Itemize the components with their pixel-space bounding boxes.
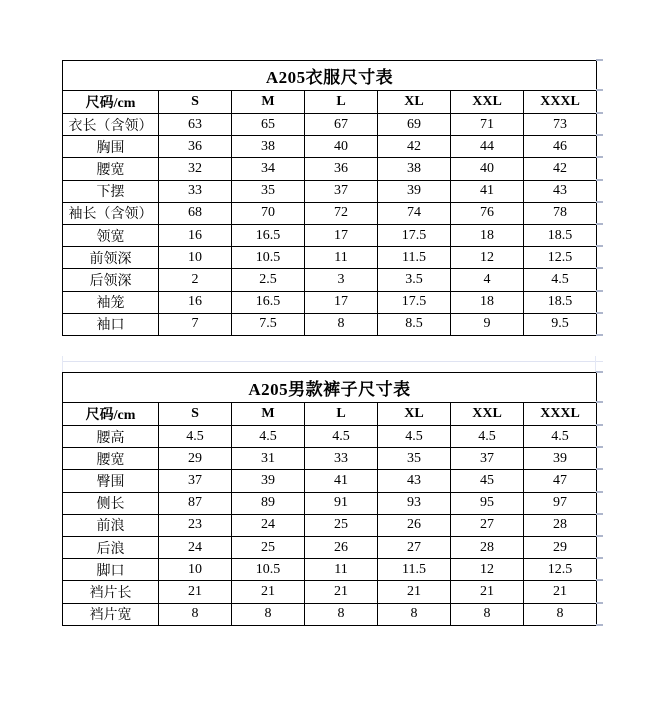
table-row [63, 470, 597, 492]
row-label-cell[interactable]: 侧长 [63, 492, 159, 514]
value-cell[interactable]: 46 [524, 136, 597, 158]
size-column-header-m[interactable]: M [232, 403, 305, 426]
table-row [63, 291, 597, 313]
value-cell[interactable]: 68 [159, 202, 232, 224]
value-cell[interactable]: 95 [451, 492, 524, 514]
size-column-header-xxl[interactable]: XXL [451, 403, 524, 426]
value-cell[interactable]: 16 [159, 291, 232, 313]
value-cell[interactable]: 21 [305, 581, 378, 603]
size-column-header-s[interactable]: S [159, 91, 232, 114]
row-label-cell[interactable]: 裆片长 [63, 581, 159, 603]
value-cell[interactable]: 29 [159, 448, 232, 470]
value-cell[interactable]: 27 [378, 536, 451, 558]
value-cell[interactable]: 4.5 [159, 426, 232, 448]
value-cell[interactable]: 63 [159, 114, 232, 136]
value-cell[interactable]: 18 [451, 291, 524, 313]
value-cell[interactable]: 8 [524, 603, 597, 625]
value-cell[interactable]: 8 [305, 313, 378, 335]
gridline-stub [596, 557, 603, 559]
value-cell[interactable]: 9.5 [524, 313, 597, 335]
value-cell[interactable]: 18.5 [524, 291, 597, 313]
value-cell[interactable]: 21 [378, 581, 451, 603]
value-cell[interactable]: 7 [159, 313, 232, 335]
value-cell[interactable]: 45 [451, 470, 524, 492]
gridline-stub [596, 112, 603, 114]
table-row [63, 492, 597, 514]
size-column-header-s[interactable]: S [159, 403, 232, 426]
table-row [63, 426, 597, 448]
value-cell[interactable]: 70 [232, 202, 305, 224]
value-cell[interactable]: 78 [524, 202, 597, 224]
table-row [63, 180, 597, 202]
value-cell[interactable]: 10.5 [232, 559, 305, 581]
value-cell[interactable]: 12 [451, 247, 524, 269]
gridline-stub [596, 468, 603, 470]
row-label-cell[interactable]: 下摆 [63, 180, 159, 202]
value-cell[interactable]: 8.5 [378, 313, 451, 335]
row-label-cell[interactable]: 裆片宽 [63, 603, 159, 625]
table-row [63, 114, 597, 136]
value-cell[interactable]: 32 [159, 158, 232, 180]
table-row [63, 536, 597, 558]
gridline-stub [596, 201, 603, 203]
row-label-cell[interactable]: 衣长（含领） [63, 114, 159, 136]
value-cell[interactable]: 28 [451, 536, 524, 558]
value-cell[interactable]: 71 [451, 114, 524, 136]
value-cell[interactable]: 93 [378, 492, 451, 514]
table-row [63, 269, 597, 291]
value-cell[interactable]: 21 [451, 581, 524, 603]
value-cell[interactable]: 34 [232, 158, 305, 180]
size-column-header-l[interactable]: L [305, 91, 378, 114]
gridline-stub [596, 156, 603, 158]
value-cell[interactable]: 17 [305, 224, 378, 246]
value-cell[interactable]: 35 [232, 180, 305, 202]
value-cell[interactable]: 97 [524, 492, 597, 514]
gridline-stub [596, 513, 603, 515]
value-cell[interactable]: 4.5 [378, 426, 451, 448]
value-cell[interactable]: 74 [378, 202, 451, 224]
value-cell[interactable]: 39 [232, 470, 305, 492]
value-cell[interactable]: 4.5 [524, 426, 597, 448]
value-cell[interactable]: 18 [451, 224, 524, 246]
gridline-stub [596, 446, 603, 448]
value-cell[interactable]: 12 [451, 559, 524, 581]
value-cell[interactable]: 9 [451, 313, 524, 335]
table-row [63, 581, 597, 603]
value-cell[interactable]: 39 [378, 180, 451, 202]
value-cell[interactable]: 8 [451, 603, 524, 625]
table-row [63, 224, 597, 246]
table-row [63, 514, 597, 536]
table-body [63, 114, 597, 336]
value-cell[interactable]: 47 [524, 470, 597, 492]
value-cell[interactable]: 11.5 [378, 559, 451, 581]
gridline-stub [596, 245, 603, 247]
row-label-cell[interactable]: 脚口 [63, 559, 159, 581]
value-cell[interactable]: 67 [305, 114, 378, 136]
pants-size-table [62, 372, 597, 626]
row-label-cell[interactable]: 袖笼 [63, 291, 159, 313]
row-label-cell[interactable]: 腰宽 [63, 448, 159, 470]
value-cell[interactable]: 10 [159, 559, 232, 581]
value-cell[interactable]: 8 [378, 603, 451, 625]
value-cell[interactable]: 38 [232, 136, 305, 158]
row-label-cell[interactable]: 前领深 [63, 247, 159, 269]
value-cell[interactable]: 43 [378, 470, 451, 492]
value-cell[interactable]: 25 [305, 514, 378, 536]
value-cell[interactable]: 2.5 [232, 269, 305, 291]
gridline-stub [596, 290, 603, 292]
value-cell[interactable]: 44 [451, 136, 524, 158]
size-column-header-xl[interactable]: XL [378, 91, 451, 114]
row-label-cell[interactable]: 后领深 [63, 269, 159, 291]
gridline-stub [596, 579, 603, 581]
value-cell[interactable]: 21 [524, 581, 597, 603]
gridline-stub [596, 312, 603, 314]
value-cell[interactable]: 12.5 [524, 559, 597, 581]
gridline-stub [596, 223, 603, 225]
gridline-stub [596, 535, 603, 537]
value-cell[interactable]: 35 [378, 448, 451, 470]
value-cell[interactable]: 3 [305, 269, 378, 291]
value-cell[interactable]: 41 [451, 180, 524, 202]
table-header-row [63, 91, 597, 114]
row-label-cell[interactable]: 袖口 [63, 313, 159, 335]
table-title-row [63, 61, 597, 91]
value-cell[interactable]: 8 [159, 603, 232, 625]
size-column-header-xxxl[interactable]: XXXL [524, 91, 597, 114]
size-column-header-xl[interactable]: XL [378, 403, 451, 426]
value-cell[interactable]: 31 [232, 448, 305, 470]
gridline-stub [596, 624, 603, 626]
value-cell[interactable]: 4.5 [524, 269, 597, 291]
size-column-header-m[interactable]: M [232, 91, 305, 114]
value-cell[interactable]: 17.5 [378, 291, 451, 313]
table-row [63, 313, 597, 335]
row-label-cell[interactable]: 袖长（含领） [63, 202, 159, 224]
value-cell[interactable]: 40 [305, 136, 378, 158]
value-cell[interactable]: 72 [305, 202, 378, 224]
value-cell[interactable]: 3.5 [378, 269, 451, 291]
value-cell[interactable]: 4.5 [451, 426, 524, 448]
value-cell[interactable]: 39 [524, 448, 597, 470]
table-header-row [63, 403, 597, 426]
gridline-stub [596, 424, 603, 426]
value-cell[interactable]: 37 [451, 448, 524, 470]
value-cell[interactable]: 76 [451, 202, 524, 224]
row-label-cell[interactable]: 腰高 [63, 426, 159, 448]
table-title[interactable]: A205男款裤子尺寸表 [63, 373, 597, 403]
gridline-stub [596, 491, 603, 493]
table-row [63, 136, 597, 158]
value-cell[interactable]: 29 [524, 536, 597, 558]
value-cell[interactable]: 27 [451, 514, 524, 536]
value-cell[interactable]: 8 [232, 603, 305, 625]
gridline-stub [596, 401, 603, 403]
value-cell[interactable]: 33 [305, 448, 378, 470]
row-label-cell[interactable]: 领宽 [63, 224, 159, 246]
table-title[interactable]: A205衣服尺寸表 [63, 61, 597, 91]
value-cell[interactable]: 36 [305, 158, 378, 180]
value-cell[interactable]: 7.5 [232, 313, 305, 335]
value-cell[interactable]: 40 [451, 158, 524, 180]
table-row [63, 559, 597, 581]
gridline-stub [596, 371, 603, 373]
value-cell[interactable]: 43 [524, 180, 597, 202]
value-cell[interactable]: 12.5 [524, 247, 597, 269]
table-row [63, 247, 597, 269]
table-row [63, 202, 597, 224]
value-cell[interactable]: 26 [305, 536, 378, 558]
value-cell[interactable]: 17.5 [378, 224, 451, 246]
value-cell[interactable]: 26 [378, 514, 451, 536]
value-cell[interactable]: 38 [378, 158, 451, 180]
value-cell[interactable]: 91 [305, 492, 378, 514]
table-row [63, 448, 597, 470]
value-cell[interactable]: 21 [159, 581, 232, 603]
value-cell[interactable]: 41 [305, 470, 378, 492]
size-column-header-xxxl[interactable]: XXXL [524, 403, 597, 426]
size-unit-header-cell[interactable]: 尺码/cm [63, 91, 159, 114]
size-column-header-l[interactable]: L [305, 403, 378, 426]
value-cell[interactable]: 4.5 [232, 426, 305, 448]
table-body [63, 426, 597, 626]
gap-gridline-stub-left [62, 356, 63, 372]
value-cell[interactable]: 16.5 [232, 224, 305, 246]
value-cell[interactable]: 42 [378, 136, 451, 158]
value-cell[interactable]: 4.5 [305, 426, 378, 448]
value-cell[interactable]: 2 [159, 269, 232, 291]
value-cell[interactable]: 21 [232, 581, 305, 603]
value-cell[interactable]: 42 [524, 158, 597, 180]
clothes-size-table [62, 60, 597, 336]
value-cell[interactable]: 24 [159, 536, 232, 558]
value-cell[interactable]: 8 [305, 603, 378, 625]
value-cell[interactable]: 16.5 [232, 291, 305, 313]
size-column-header-xxl[interactable]: XXL [451, 91, 524, 114]
value-cell[interactable]: 23 [159, 514, 232, 536]
row-label-cell[interactable]: 腰宽 [63, 158, 159, 180]
value-cell[interactable]: 69 [378, 114, 451, 136]
value-cell[interactable]: 18.5 [524, 224, 597, 246]
gridline-stub [596, 134, 603, 136]
gridline-stub [596, 59, 603, 61]
value-cell[interactable]: 4 [451, 269, 524, 291]
value-cell[interactable]: 17 [305, 291, 378, 313]
gridline-stub [596, 334, 603, 336]
value-cell[interactable]: 10.5 [232, 247, 305, 269]
value-cell[interactable]: 65 [232, 114, 305, 136]
table-row [63, 603, 597, 625]
value-cell[interactable]: 87 [159, 492, 232, 514]
row-label-cell[interactable]: 臀围 [63, 470, 159, 492]
table-row [63, 158, 597, 180]
value-cell[interactable]: 25 [232, 536, 305, 558]
table-title-row [63, 373, 597, 403]
value-cell[interactable]: 28 [524, 514, 597, 536]
value-cell[interactable]: 33 [159, 180, 232, 202]
value-cell[interactable]: 16 [159, 224, 232, 246]
value-cell[interactable]: 24 [232, 514, 305, 536]
value-cell[interactable]: 11 [305, 247, 378, 269]
value-cell[interactable]: 11.5 [378, 247, 451, 269]
value-cell[interactable]: 37 [159, 470, 232, 492]
size-unit-header-cell[interactable]: 尺码/cm [63, 403, 159, 426]
gap-gridline [62, 361, 603, 362]
gridline-stub [596, 89, 603, 91]
row-label-cell[interactable]: 后浪 [63, 536, 159, 558]
gridline-stub [596, 267, 603, 269]
value-cell[interactable]: 89 [232, 492, 305, 514]
gap-gridline-stub-right [595, 356, 596, 372]
value-cell[interactable]: 73 [524, 114, 597, 136]
gridline-stub [596, 179, 603, 181]
row-label-cell[interactable]: 前浪 [63, 514, 159, 536]
value-cell[interactable]: 11 [305, 559, 378, 581]
row-label-cell[interactable]: 胸围 [63, 136, 159, 158]
value-cell[interactable]: 10 [159, 247, 232, 269]
value-cell[interactable]: 37 [305, 180, 378, 202]
value-cell[interactable]: 36 [159, 136, 232, 158]
gridline-stub [596, 602, 603, 604]
